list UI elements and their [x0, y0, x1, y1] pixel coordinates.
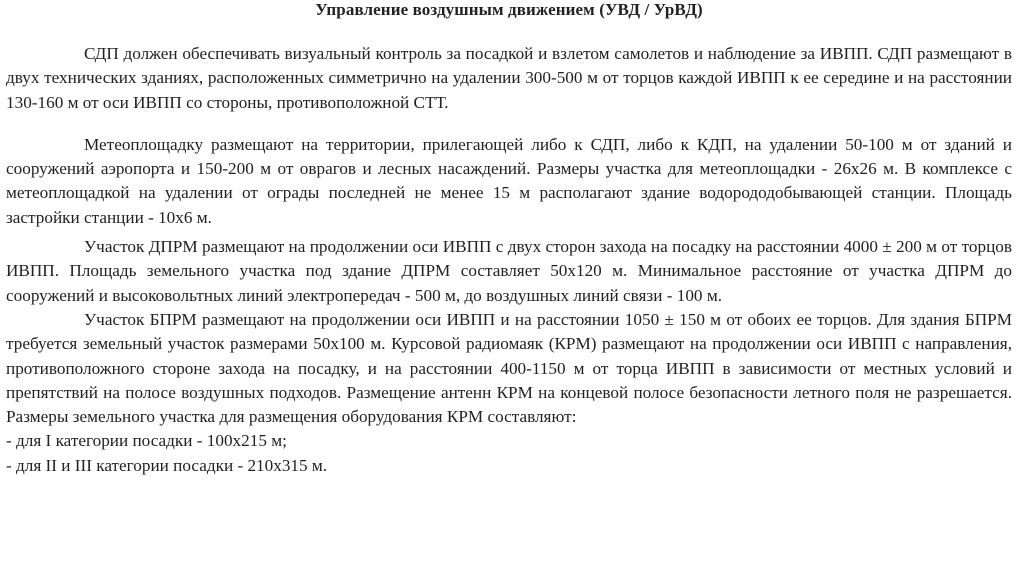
paragraph-dprm: Участок ДПРМ размещают на продолжении оси ИВПП с двух сторон захода на посадку на расстоянии 4000 ± 200 м от торцов ИВПП. Площадь земельного участка под здание ДПРМ составляет 50х120 м. Минимальное расстояние от участка ДПРМ до сооружений и высоковольтных линий электропередач - 500 м, до воздушных линий связи - 100 м. — [6, 237, 1012, 305]
document-page — [6, 0, 1012, 478]
document-title: Управление воздушным движением (УВД / УрВД) — [315, 0, 703, 19]
list-item: - для I категории посадки - 100х215 м; — [6, 431, 287, 451]
paragraph-meteo: Метеоплощадку размещают на территории, прилегающей либо к СДП, либо к КДП, на удалении 50-100 м от зданий и сооружений аэропорта и 150-200 м от оврагов и лесных насаждений. Размеры участка для метеоплощадки - 26х26 м. В комплексе с метеоплощадкой на удалении от ограды последней не менее 15 м располагают здание водорододобывающей станции. Площадь застройки станции - 10х6 м. — [6, 134, 1012, 227]
paragraph-sdp: СДП должен обеспечивать визуальный контроль за посадкой и взлетом самолетов и наблюдение за ИВПП. СДП размещают в двух технических зданиях, расположенных симметрично на удалении 300-500 м от торцов каждой ИВПП к ее середине и на расстоянии 130-160 м от оси ИВПП со стороны, противоположной СТТ. — [6, 44, 1012, 112]
paragraph-bprm: Участок БПРМ размещают на продолжении оси ИВПП и на расстоянии 1050 ± 150 м от обоих ее торцов. Для здания БПРМ требуется земельный участок размерами 50х100 м. Курсовой радиомаяк (КРМ) размещают на продолжении оси ИВПП с направления, противоположного стороне захода на посадку, и на расстоянии 400-1150 м от торца ИВПП в зависимости от местных условий и препятствий на полосе воздушных подходов. Размещение антенн КРМ на концевой полосе безопасности летного поля не разрешается. Размеры земельного участка для размещения оборудования КРМ составляют: — [6, 309, 1012, 427]
list-item: - для II и III категории посадки - 210х315 м. — [6, 455, 328, 475]
